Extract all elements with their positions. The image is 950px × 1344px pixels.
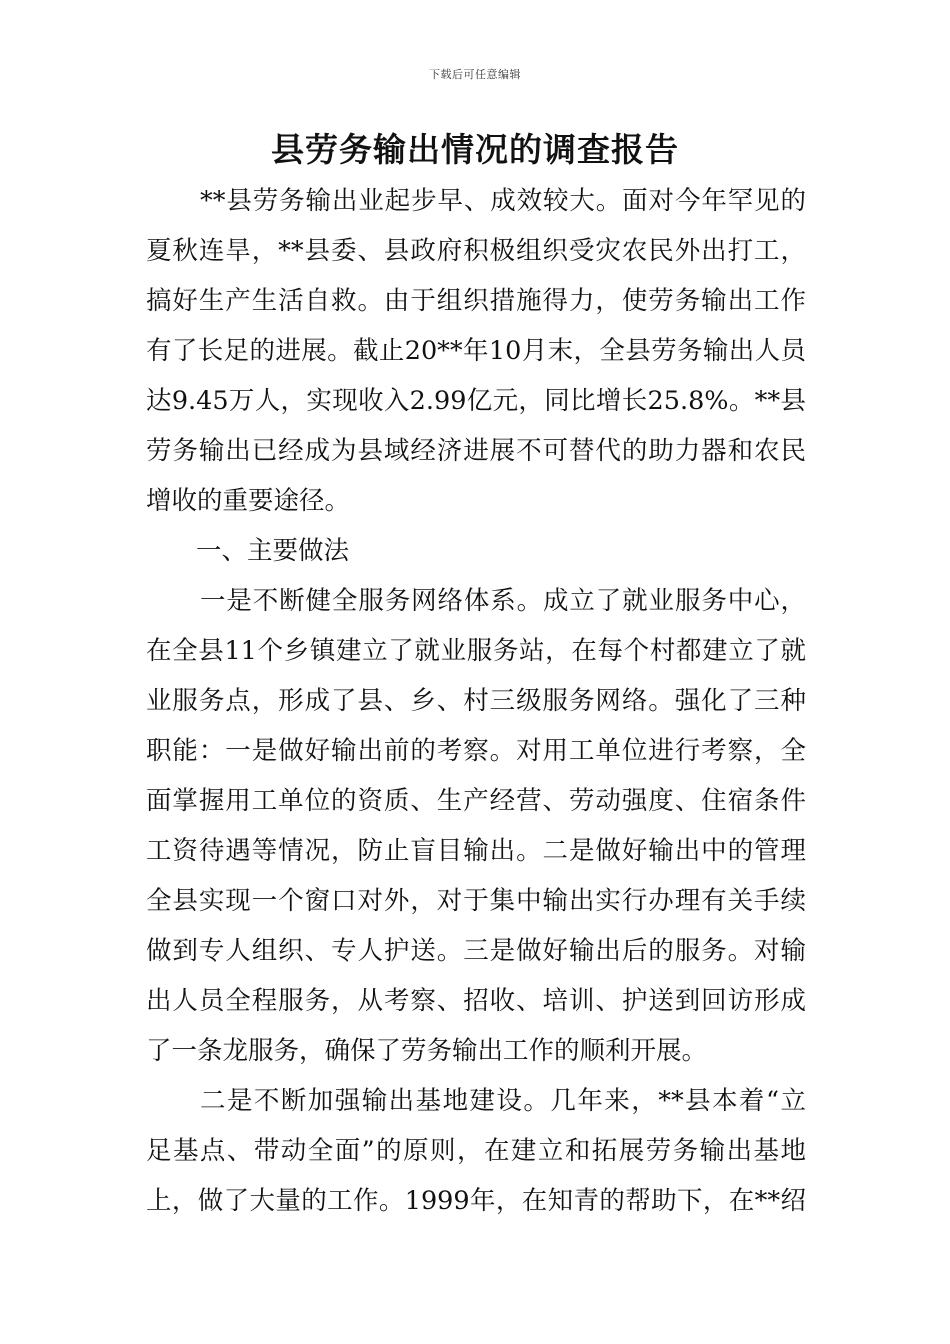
document-title: 县劳务输出情况的调查报告 [271,130,679,169]
paragraph-line: 工资待遇等情况，防止盲目输出。二是做好输出中的管理 [146,836,806,866]
paragraph-line: 做到专人组织、专人护送。三是做好输出后的服务。对输 [146,936,806,966]
paragraph-line: 足基点、带动全面”的原则，在建立和拓展劳务输出基地 [146,1136,806,1166]
paragraph-line: 一是不断健全服务网络体系。成立了就业服务中心， [200,586,806,616]
paragraph-line: 上，做了大量的工作。1999年，在知青的帮助下，在**绍 [146,1186,806,1216]
paragraph-line: 出人员全程服务，从考察、招收、培训、护送到回访形成 [146,986,806,1016]
paragraph-line: 夏秋连旱，**县委、县政府积极组织受灾农民外出打工， [146,236,806,266]
paragraph-line: 业服务点，形成了县、乡、村三级服务网络。强化了三种 [146,686,806,716]
paragraph-line: 在全县11个乡镇建立了就业服务站，在每个村都建立了就 [146,636,806,666]
paragraph-line: 劳务输出已经成为县域经济进展不可替代的助力器和农民 [146,436,806,466]
paragraph-line: 增收的重要途径。 [146,486,351,516]
paragraph-line: 有了长足的进展。截止20**年10月末，全县劳务输出人员 [146,336,806,366]
paragraph-line: 二是不断加强输出基地建设。几年来，**县本着“立 [200,1086,806,1116]
document-body [146,176,806,1226]
header-note: 下载后可任意编辑 [429,68,521,81]
paragraph-line: 面掌握用工单位的资质、生产经营、劳动强度、住宿条件 [146,786,806,816]
paragraph-line: 搞好生产生活自救。由于组织措施得力，使劳务输出工作 [146,286,806,316]
paragraph-line: 全县实现一个窗口对外，对于集中输出实行办理有关手续 [146,886,806,916]
paragraph-line: 了一条龙服务，确保了劳务输出工作的顺利开展。 [146,1036,708,1066]
section-heading: 一、主要做法 [196,536,350,566]
paragraph-line: 达9.45万人，实现收入2.99亿元，同比增长25.8%。**县 [146,386,806,416]
paragraph-line: 职能：一是做好输出前的考察。对用工单位进行考察，全 [146,736,806,766]
paragraph-line: **县劳务输出业起步早、成效较大。面对今年罕见的 [200,186,806,216]
